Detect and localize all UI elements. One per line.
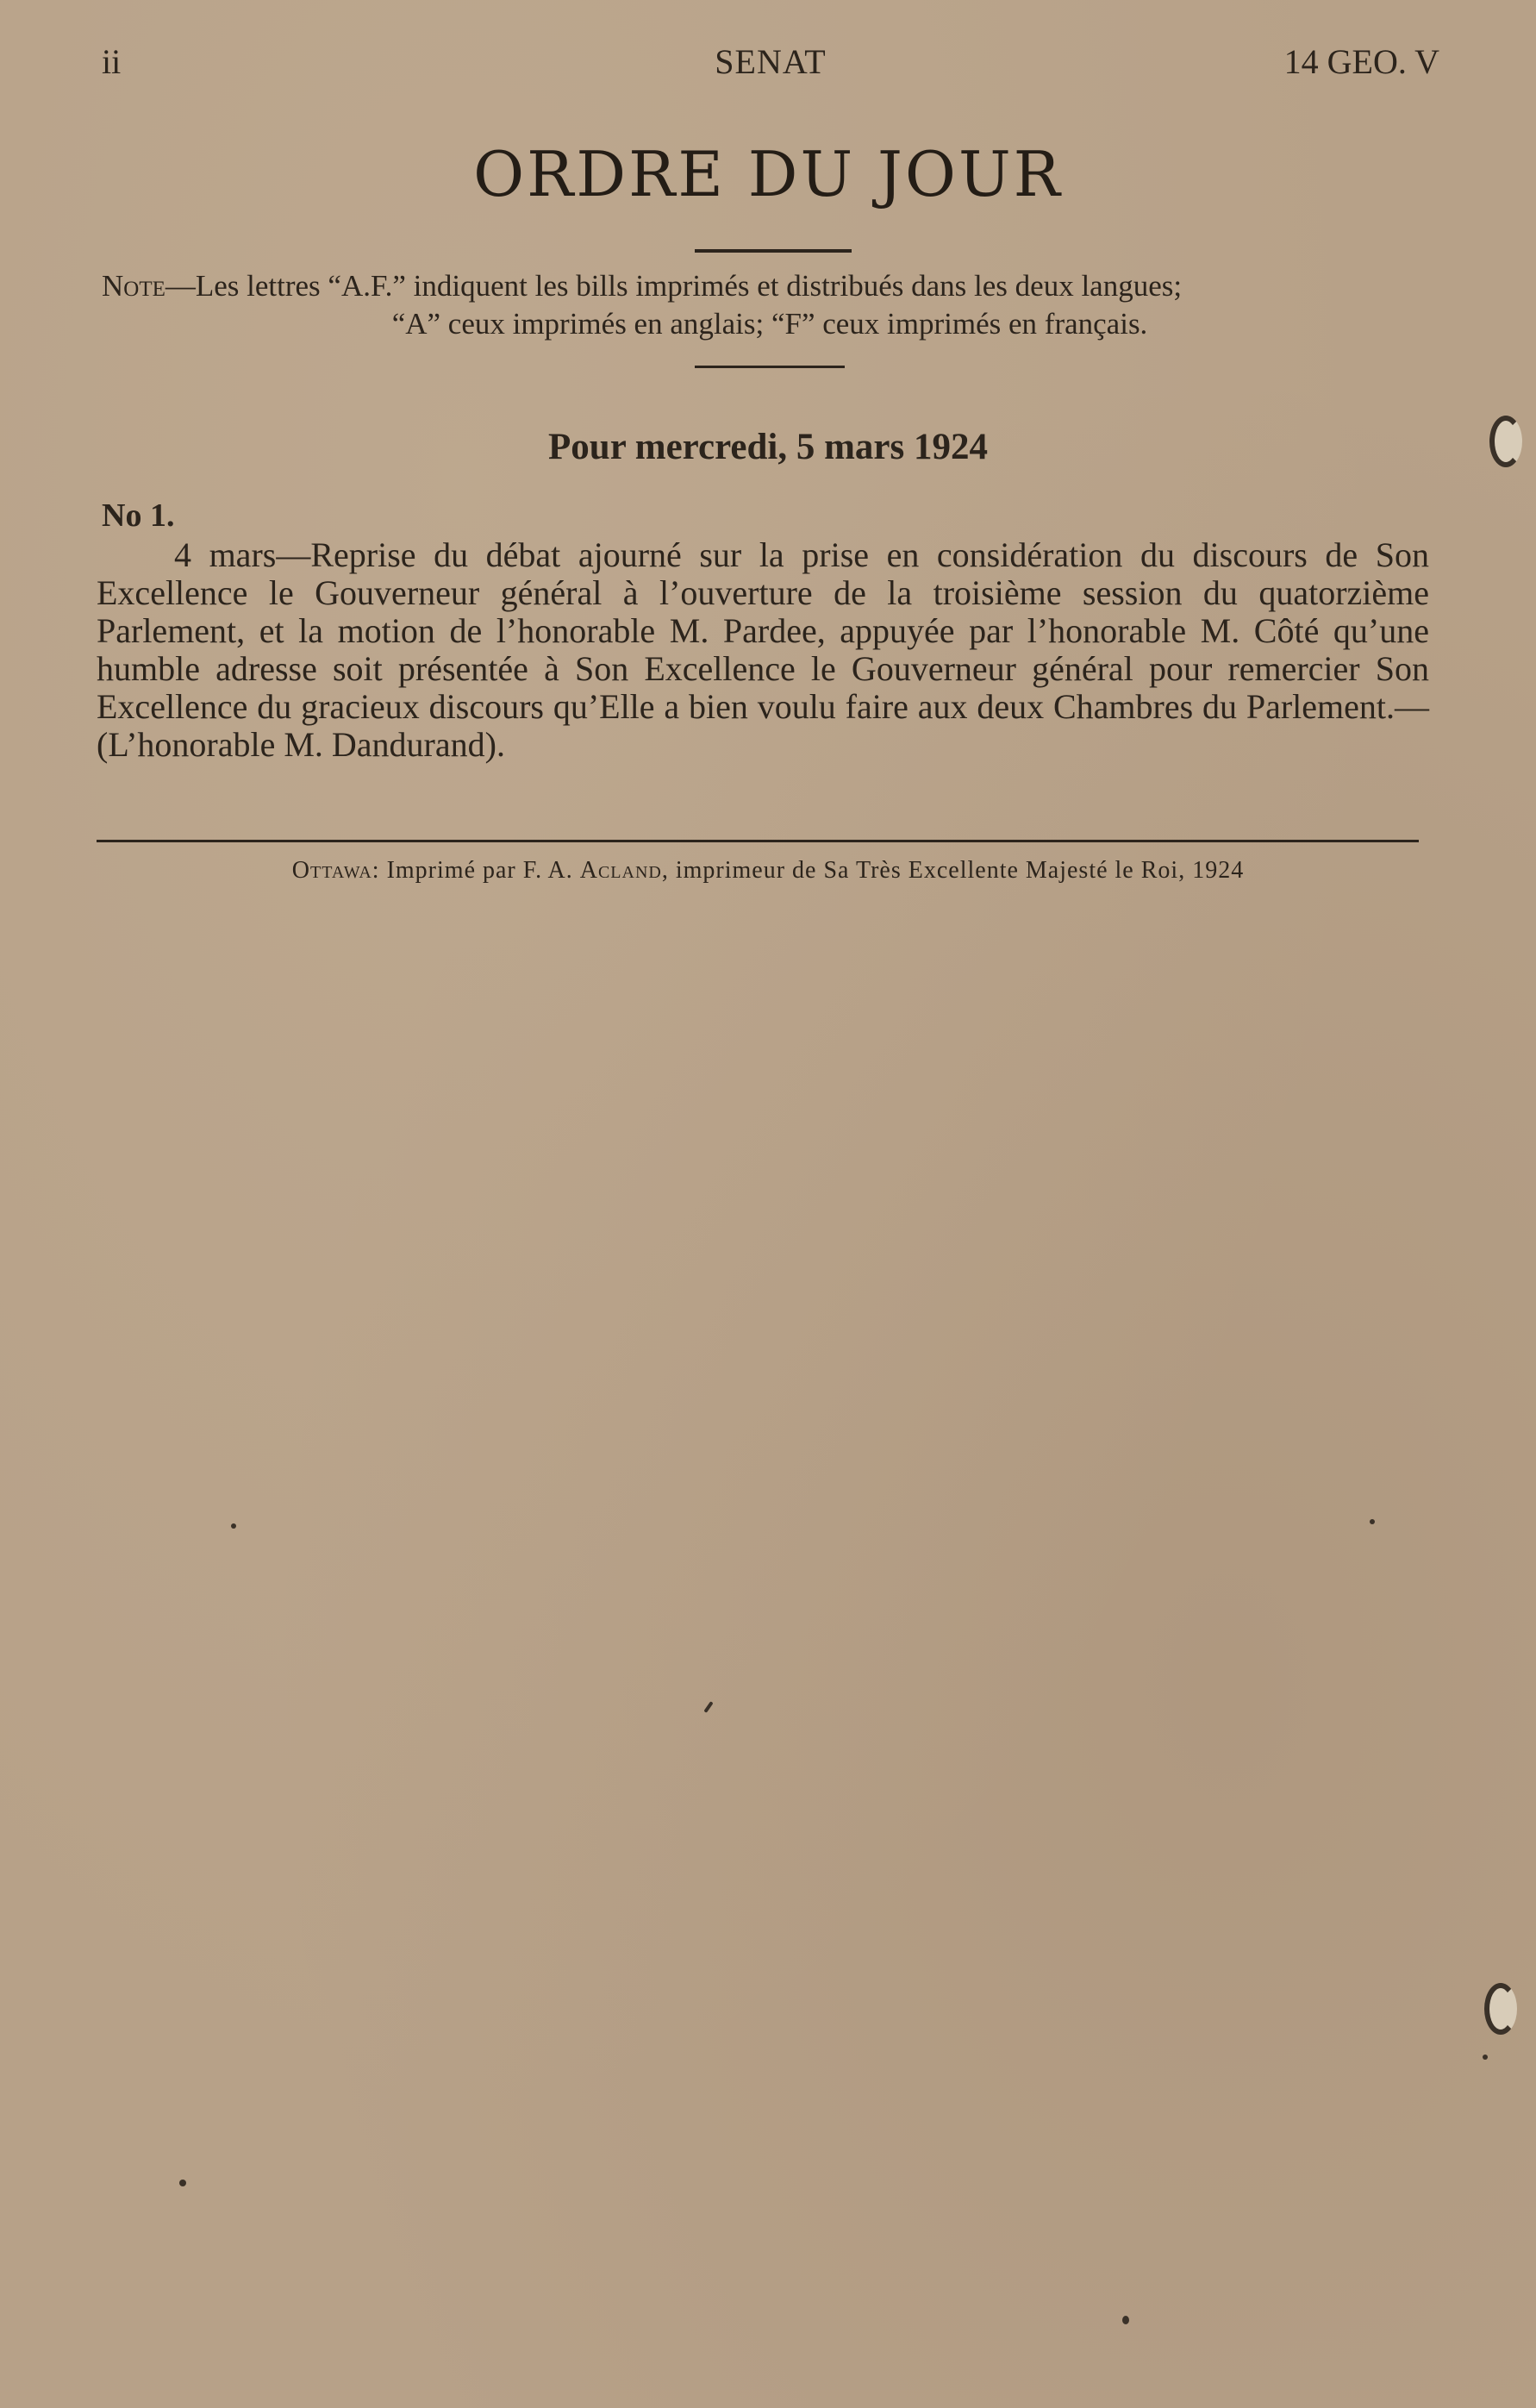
paper-speck (1483, 2055, 1488, 2060)
item-number: No 1. (102, 497, 175, 534)
house-name: SENAT (715, 42, 827, 81)
paper-speck (179, 2180, 186, 2186)
note-line-1-text: —Les lettres “A.F.” indiquent les bills imprimés et distribués dans les deux langues; (165, 269, 1183, 303)
imprint-text-1: : Imprimé par F. A. (372, 857, 580, 884)
page-title: ORDRE DU JOUR (473, 138, 1063, 210)
note-label: Note (102, 269, 165, 303)
paper-speck (231, 1523, 236, 1529)
paper-speck (1370, 1519, 1375, 1524)
imprint-printer: Acland (579, 857, 662, 884)
regnal-year: 14 GEO. V (1283, 42, 1439, 81)
imprint-text-2: , imprimeur de Sa Très Excellente Majesté le Roi, 1924 (661, 857, 1245, 884)
binding-hole-mark (1489, 416, 1522, 467)
paper-speck (1122, 2316, 1129, 2324)
footer-rule (97, 840, 1419, 842)
paper-speck (703, 1701, 713, 1713)
page-folio: ii (102, 42, 122, 81)
title-rule (695, 249, 852, 253)
imprint-line (0, 857, 1536, 885)
item-text: 4 mars—Reprise du débat ajourné sur la prise en considération du discours de Son Excellence le Gouverneur général à l’ouverture de la troisième session du quatorzième Parlement, et la motion de l’honorable M. Pardee, appuyée par l’honorable M. Côté qu’une humble adresse soit présentée à Son Excellence le Gouverneur général pour remercier Son Excellence du gracieux discours qu’Elle a bien voulu faire aux deux Chambres du Parlement.—(L’honorable M. Dandurand). (97, 535, 1429, 764)
date-heading: Pour mercredi, 5 mars 1924 (548, 427, 988, 467)
binding-hole-mark-lower (1484, 1983, 1517, 2035)
note-line-1 (102, 267, 1438, 305)
imprint-place: Ottawa (291, 857, 372, 884)
note-line-2: “A” ceux imprimés en anglais; “F” ceux imprimés en français. (391, 307, 1148, 341)
running-head (102, 41, 1439, 93)
note-paragraph (102, 267, 1438, 343)
note-rule (695, 366, 845, 368)
